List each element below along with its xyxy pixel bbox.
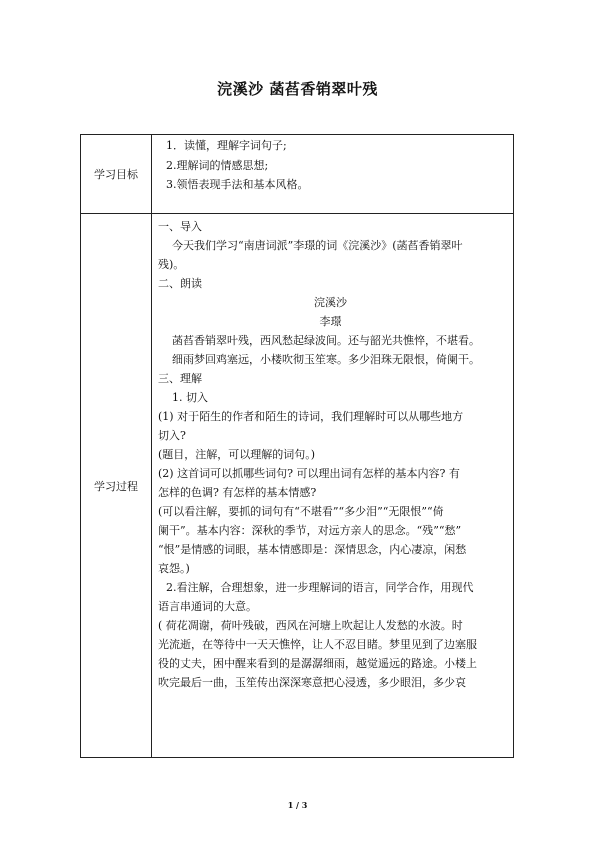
objectives-label: 学习目标 [81,135,152,214]
lesson-table [80,134,514,758]
document-title: 浣溪沙 菡萏香销翠叶残 [217,80,378,98]
process-label: 学习过程 [81,214,152,758]
page-number: 1 / 3 [287,800,308,810]
objective-item: 1．读懂，理解字词句子; [166,139,287,152]
poem-title: 浣溪沙 [314,296,347,309]
text-line: ( 荷花凋谢，荷叶残破，西风在河塘上吹起让人发愁的水波。时 [158,619,463,632]
text-line: 哀怨。) [158,562,190,575]
text-line: (2) 这首词可以抓哪些词句? 可以理出词有怎样的基本内容? 有 [158,467,460,480]
poem-author: 李璟 [319,315,342,328]
objective-item: 2.理解词的情感思想; [166,158,269,172]
text-line: 吹完最后一曲，玉笙传出深深寒意把心浸透，多少眼泪，多少哀 [158,676,466,689]
text-line: 阑干”。基本内容：深秋的季节，对远方亲人的思念。“残”“愁” [158,524,462,537]
process-content [152,214,514,758]
text-line: (1) 对于陌生的作者和陌生的诗词，我们理解时可以从哪些地方 [158,410,464,423]
subsection-heading: 1. 切入 [172,391,208,404]
objectives-row [81,135,514,214]
text-line: 残)。 [158,258,185,271]
text-line: 光流逝，在等待中一天天憔悴，让人不忍目睹。梦里见到了边塞服 [158,638,477,651]
text-line: 怎样的色调? 有怎样的基本情感? [158,486,317,499]
text-line: 语言串通词的大意。 [158,600,257,613]
poem-line: 菡萏香销翠叶残，西风愁起绿波间。还与韶光共憔悴，不堪看。 [172,334,480,347]
section-heading: 三、理解 [158,372,202,385]
objectives-content [152,135,514,214]
poem-line: 细雨梦回鸡塞远，小楼吹彻玉笙寒。多少泪珠无限恨，倚阑干。 [172,353,480,366]
process-row [81,214,514,758]
text-line: 切入? [158,429,186,442]
objective-item: 3.领悟表现手法和基本风格。 [166,178,309,191]
text-line: (题目，注解，可以理解的词句。) [158,448,316,461]
text-line: 2.看注解，合理想象，进一步理解词的语言，同学合作，用现代 [166,581,474,594]
text-line: 役的丈夫，困中醒来看到的是潺潺细雨，越觉遥远的路途。小楼上 [158,657,477,670]
section-heading: 一、导入 [158,220,202,233]
text-line: “恨”是情感的词眼，基本情感即是：深情思念，内心凄凉，闲愁 [158,543,467,556]
section-heading: 二、朗读 [158,277,202,290]
text-line: (可以看注解，要抓的词句有“不堪看”“多少泪”“无限恨”“倚 [158,505,444,518]
text-line: 今天我们学习“南唐词派”李璟的词《浣溪沙》(菡萏香销翠叶 [172,239,463,252]
